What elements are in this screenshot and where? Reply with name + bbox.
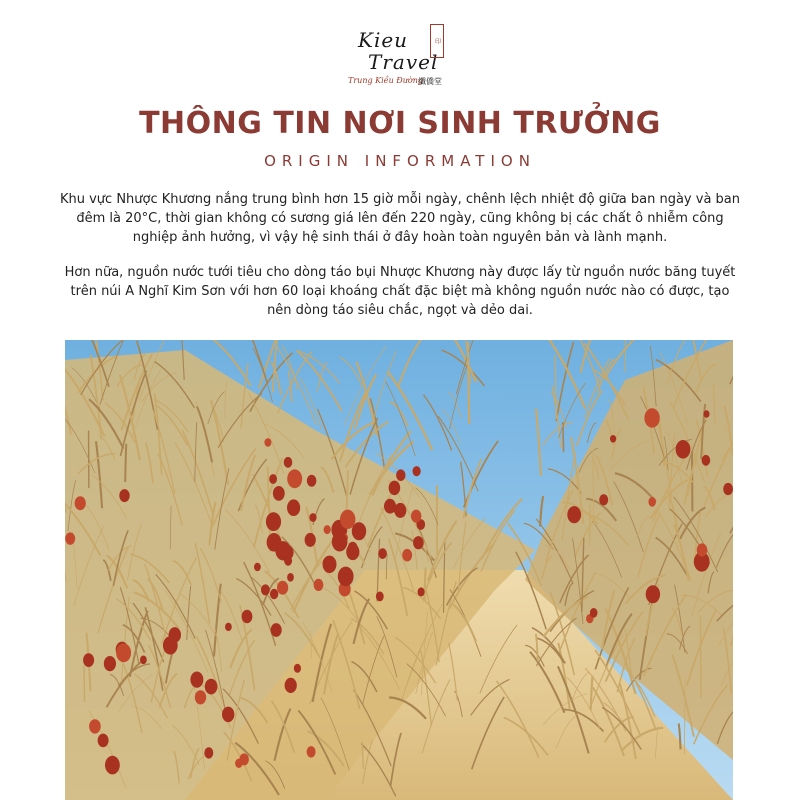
jujube-fruit (307, 475, 317, 487)
jujube-fruit (271, 623, 282, 637)
jujube-fruit (332, 532, 348, 551)
jujube-fruit (599, 494, 608, 505)
logo-seal: 印 (430, 24, 444, 58)
jujube-fruit (396, 469, 405, 481)
jujube-fruit (305, 533, 316, 547)
jujube-fruit (222, 707, 234, 723)
jujube-fruit (389, 481, 401, 496)
logo-text-kieu: Kieu (358, 28, 409, 52)
jujube-fruit (307, 746, 316, 757)
jujube-fruit (314, 579, 324, 591)
jujube-fruit (195, 690, 206, 704)
branch (468, 341, 469, 424)
jujube-fruit (273, 486, 285, 501)
jujube-fruit (65, 532, 75, 544)
paragraph-climate: Khu vực Nhược Khương nắng trung bình hơn 15 giờ mỗi ngày, chênh lệch nhiệt độ giữa ban ngày và ban đêm là 20°C, thời gian không có sương giá lên đến 220 ngày, cũng không bị các chất ô nhiễm công nghiệp ảnh hưởng, vì vậy hệ sinh thái ở đây hoàn toàn nguyên bản và lành mạnh. (59, 192, 741, 245)
jujube-fruit (75, 496, 86, 510)
jujube-fruit (190, 672, 203, 688)
jujube-fruit (352, 522, 366, 540)
jujube-fruit (116, 643, 131, 662)
jujube-fruit (384, 499, 396, 514)
jujube-fruit (261, 584, 270, 595)
branch (84, 665, 85, 702)
jujube-fruit (590, 608, 598, 618)
branch (424, 568, 425, 602)
jujube-fruit (610, 435, 616, 443)
jujube-fruit (140, 656, 147, 665)
page-title: THÔNG TIN NƠI SINH TRƯỞNG (139, 106, 661, 141)
jujube-fruit (284, 556, 292, 566)
jujube-orchard-photo (65, 340, 733, 800)
jujube-fruit (413, 466, 421, 476)
jujube-fruit (98, 734, 109, 748)
jujube-fruit (270, 589, 278, 599)
jujube-fruit (254, 563, 261, 571)
jujube-fruit (285, 678, 297, 693)
jujube-fruit (287, 573, 294, 582)
jujube-fruit (411, 510, 421, 523)
paragraph-water-source: Hơn nữa, nguồn nước tưới tiêu cho dòng táo bụi Nhược Khương này được lấy từ nguồn nước băng tuyết trên núi A Nghĩ Kim Sơn với hơn 60 loại khoáng chất đặc biệt mà không nguồn nước nào có được, tạo nên dòng táo siêu chắc, ngọt và dẻo dai. (64, 265, 736, 318)
jujube-fruit (89, 719, 101, 733)
jujube-fruit (702, 455, 711, 466)
jujube-fruit (294, 664, 301, 673)
jujube-fruit (413, 536, 424, 549)
jujube-fruit (648, 497, 656, 507)
jujube-fruit (242, 610, 253, 624)
jujube-fruit (402, 549, 412, 562)
logo-text-travel: Travel (368, 50, 439, 74)
jujube-fruit (644, 408, 659, 427)
jujube-fruit (704, 410, 710, 418)
brand-logo (348, 20, 452, 96)
jujube-fruit (287, 499, 300, 516)
jujube-fruit (264, 438, 271, 447)
jujube-fruit (697, 543, 708, 556)
page-subtitle: ORIGIN INFORMATION (264, 152, 536, 170)
jujube-fruit (567, 506, 581, 523)
jujube-fruit (163, 636, 178, 654)
logo-cjk-text: 纖僑堂 (418, 77, 442, 86)
jujube-fruit (723, 483, 733, 495)
jujube-fruit (239, 753, 249, 765)
jujube-fruit (323, 556, 337, 573)
jujube-fruit (309, 513, 316, 522)
jujube-fruit (205, 679, 218, 695)
jujube-fruit (324, 525, 331, 534)
jujube-fruit (225, 623, 232, 631)
jujube-fruit (204, 747, 213, 758)
jujube-fruit (269, 474, 277, 484)
jujube-fruit (266, 512, 281, 531)
jujube-fruit (676, 440, 691, 459)
jujube-fruit (418, 587, 425, 596)
jujube-fruit (338, 567, 354, 587)
jujube-fruit (378, 548, 387, 559)
jujube-fruit (646, 585, 660, 603)
jujube-fruit (277, 581, 288, 595)
jujube-fruit (104, 656, 116, 671)
jujube-fruit (267, 533, 282, 552)
jujube-fruit (287, 469, 302, 488)
jujube-fruit (83, 653, 94, 667)
branch (700, 616, 701, 698)
jujube-fruit (119, 489, 129, 502)
jujube-fruit (376, 592, 384, 602)
logo-tagline: Trung Kiều Đường (348, 76, 423, 85)
jujube-fruit (284, 457, 293, 468)
jujube-fruit (105, 756, 120, 775)
jujube-fruit (346, 544, 359, 560)
branch (125, 444, 126, 482)
